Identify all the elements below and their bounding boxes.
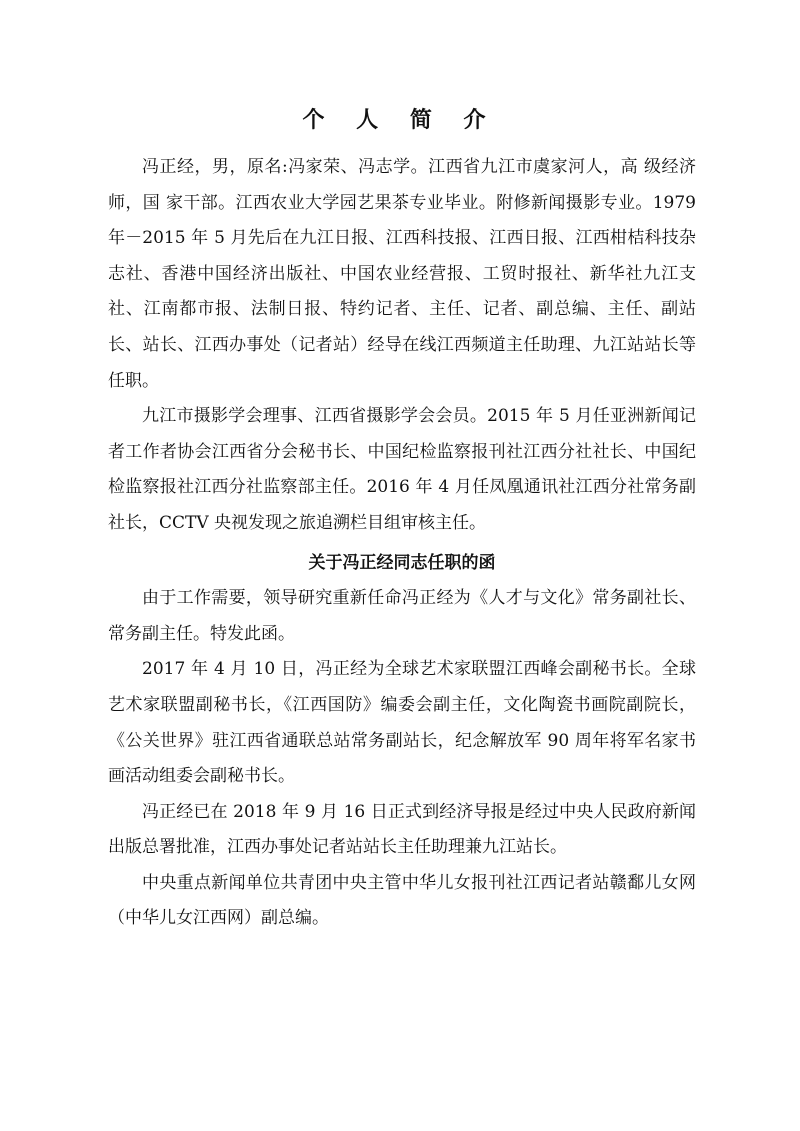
document-title: 个 人 简 介 (302, 108, 498, 133)
letter-paragraph-1: 由于工作需要，领导研究重新任命冯正经为《人才与文化》常务副社长、常务副主任。特发此函。 (108, 588, 696, 644)
letter-heading: 关于冯正经同志任职的函 (308, 552, 496, 573)
letter-paragraph-3: 冯正经已在 2018 年 9 月 16 日正式到经济导报是经过中央人民政府新闻出版总署批准，江西办事处记者站站长主任助理兼九江站长。 (108, 801, 696, 858)
bio-paragraph-1: 冯正经，男，原名:冯家荣、冯志学。江西省九江市虞家河人，高 级经济师，国 家干部。江西农业大学园艺果茶专业毕业。附修新闻摄影专业。1979 年－2015 年 5 月先后在九江日报、江西科技报、江西日报、江西柑桔科技杂志社、香港中国经济出版社、中国农业经营报、工贸时报社、新华社九江支社、江南都市报、法制日报、特约记者、主任、记者、副总编、主任、副站长、站长、江西办事处（记者站）经导在线江西频道主任助理、九江站站长等任职。 (108, 157, 696, 391)
document-body (108, 150, 696, 937)
letter-paragraph-2: 2017 年 4 月 10 日，冯正经为全球艺术家联盟江西峰会副秘书长。全球艺术家联盟副秘书长，《江西国防》编委会副主任，文化陶瓷书画院副院长，《公关世界》驻江西省通联总站常务副站长，纪念解放军 90 周年将军名家书画活动组委会副秘书长。 (108, 659, 696, 787)
bio-paragraph-2: 九江市摄影学会理事、江西省摄影学会会员。2015 年 5 月任亚洲新闻记者工作者协会江西省分会秘书长、中国纪检监察报刊社江西分社社长、中国纪检监察报社江西分社监察部主任。2016 年 4 月任凤凰通讯社江西分社常务副社长，CCTV 央视发现之旅追溯栏目组审核主任。 (108, 406, 696, 533)
letter-paragraph-4: 中央重点新闻单位共青团中央主管中华儿女报刊社江西记者站赣鄱儿女网（中华儿女江西网）副总编。 (108, 872, 696, 929)
